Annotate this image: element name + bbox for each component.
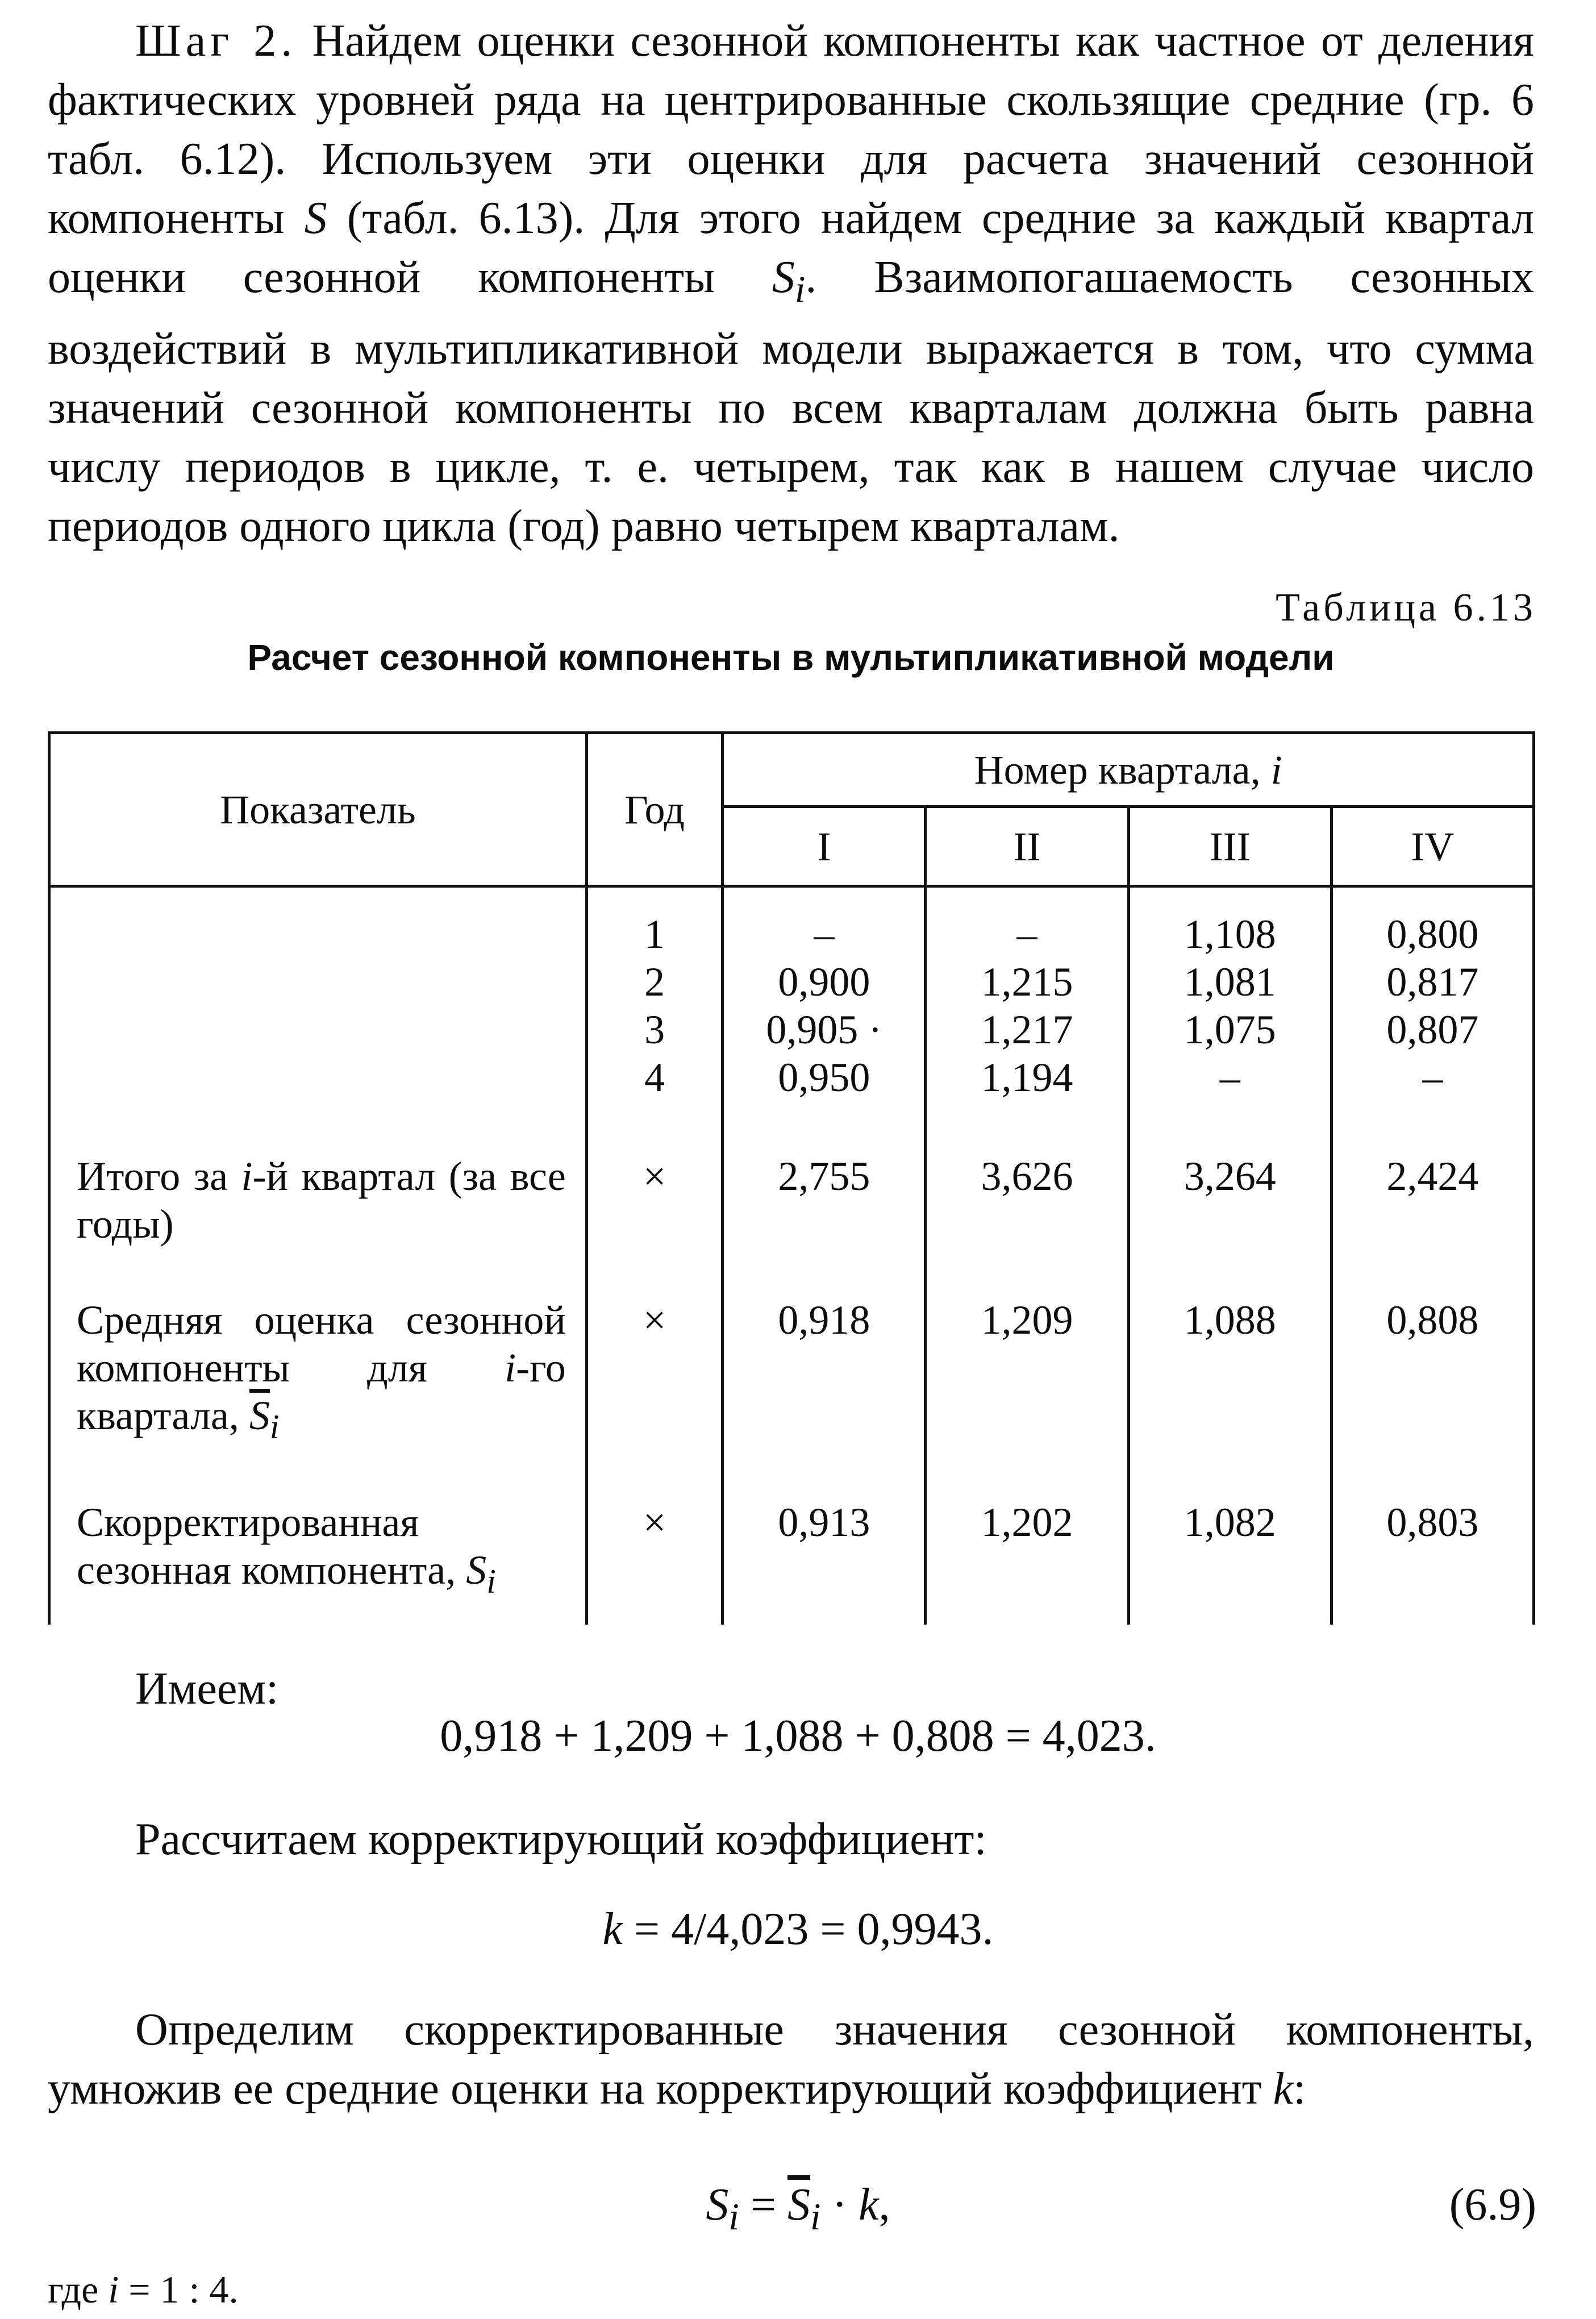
adjusted-label: [49, 1450, 587, 1624]
text-part: Найдем оценки сезонной компоненты как частное от деления фактических уровней ряда на центрированные скользящие средние (гр. 6 табл. 6.12). Используем эти оценки для расчета значений сезонной компоненты: [48, 16, 1534, 243]
header-indicator: Показатель: [49, 733, 587, 886]
where-line: [48, 2267, 238, 2312]
header-q2: II: [926, 807, 1128, 886]
average-q1: 0,918: [723, 1248, 926, 1450]
total-q4: 2,424: [1331, 1101, 1534, 1248]
q3-value: 1,108: [1184, 911, 1276, 957]
formula-bar: $\overline{S}$: [787, 2180, 810, 2230]
formula-k: k: [859, 2180, 879, 2230]
table-number: Таблица 6.13: [1276, 586, 1536, 630]
k-equation: [0, 1904, 1596, 1955]
label-symbol: S: [466, 1547, 487, 1593]
q1-value: 0,905 ·: [766, 1007, 882, 1052]
where-rest: = 1 : 4.: [119, 2268, 239, 2311]
symbol-si: S: [772, 252, 795, 302]
k-rest: = 4/4,023 = 0,9943.: [623, 1904, 994, 1954]
q2-value: 1,194: [981, 1055, 1073, 1100]
empty-label-cell: [49, 886, 587, 1102]
yearly-values-row: [49, 886, 1534, 1102]
formula-bar-sub: i: [810, 2196, 821, 2238]
where-var: i: [108, 2268, 119, 2311]
q1-value: 0,900: [778, 959, 870, 1005]
define-var: k: [1273, 2064, 1294, 2114]
header-q3: III: [1128, 807, 1331, 886]
total-row: [49, 1101, 1534, 1248]
label-subscript: i: [486, 1562, 496, 1600]
label-text: -го квартала,: [77, 1345, 566, 1438]
q2-value: 1,215: [981, 959, 1073, 1005]
total-q1: 2,755: [723, 1101, 926, 1248]
q1-value: 0,950: [778, 1055, 870, 1100]
q4-values: [1331, 886, 1534, 1102]
label-text: -й квартал (за все годы): [77, 1154, 566, 1247]
adjusted-row: [49, 1450, 1534, 1624]
total-year: ×: [586, 1101, 722, 1248]
label-text: Скорректированная сезонная компонента,: [77, 1500, 466, 1593]
average-row: [49, 1248, 1534, 1450]
define-paragraph: [48, 2000, 1534, 2118]
q4-value: 0,807: [1386, 1007, 1479, 1052]
q2-values: [926, 886, 1128, 1102]
year-value: 1: [644, 911, 665, 957]
q3-values: [1128, 886, 1331, 1102]
q1-value: –: [814, 911, 835, 957]
adjusted-q1: 0,913: [723, 1450, 926, 1624]
define-text: Определим скорректированные значения сезонной компоненты, умножив ее средние оценки на корректирующий коэффициент: [48, 2005, 1534, 2114]
header-year: Год: [586, 733, 722, 886]
label-symbol: $\overline{S}$: [249, 1393, 270, 1438]
average-q4: 0,808: [1331, 1248, 1534, 1450]
formula-dot: ·: [820, 2180, 859, 2230]
average-year: ×: [586, 1248, 722, 1450]
k-var: k: [602, 1904, 623, 1954]
header-q4: IV: [1331, 807, 1534, 886]
formula-lhs: S: [706, 2180, 729, 2230]
label-var: i: [241, 1154, 253, 1199]
year-value: 4: [644, 1055, 665, 1100]
label-text: Средняя оценка сезонной компоненты для: [77, 1297, 566, 1390]
header-quarter-group: [723, 733, 1534, 807]
label-text: Итого за: [77, 1154, 241, 1199]
adjusted-year: ×: [586, 1450, 722, 1624]
step-paragraph: [48, 11, 1534, 556]
q4-value: 0,800: [1386, 911, 1479, 957]
adjusted-q3: 1,082: [1128, 1450, 1331, 1624]
formula-6-9: [0, 2179, 1596, 2239]
year-cell: [586, 886, 722, 1102]
q2-value: –: [1016, 911, 1037, 957]
q3-value: 1,081: [1184, 959, 1276, 1005]
q3-value: 1,075: [1184, 1007, 1276, 1052]
symbol-s: S: [304, 193, 327, 243]
seasonal-table: [48, 731, 1535, 1625]
formula-eq: =: [739, 2180, 787, 2230]
q2-value: 1,217: [981, 1007, 1073, 1052]
text-part: (табл. 6.13). Для этого найдем средние за каждый квартал оценки сезонной компоненты: [48, 193, 1534, 302]
adjusted-q4: 0,803: [1331, 1450, 1534, 1624]
formula-end: ,: [878, 2180, 890, 2230]
year-value: 3: [644, 1007, 665, 1052]
formula-number: (6.9): [1449, 2180, 1536, 2230]
average-label: [49, 1248, 587, 1450]
q3-value: –: [1219, 1055, 1240, 1100]
q4-value: 0,817: [1386, 959, 1479, 1005]
q1-values: [723, 886, 926, 1102]
where-text: где: [48, 2268, 109, 2311]
formula-lhs-sub: i: [728, 2196, 739, 2238]
table-caption: Расчет сезонной компоненты в мультипликативной модели: [247, 637, 1335, 678]
label-subscript: i: [269, 1408, 280, 1446]
average-q3: 1,088: [1128, 1248, 1331, 1450]
coefficient-intro: Рассчитаем корректирующий коэффициент:: [135, 1814, 987, 1864]
adjusted-q2: 1,202: [926, 1450, 1128, 1624]
sum-equation: 0,918 + 1,209 + 1,088 + 0,808 = 4,023.: [440, 1711, 1156, 1761]
have-label: Имеем:: [135, 1664, 279, 1714]
total-label: [49, 1101, 587, 1248]
header-q1: I: [723, 807, 926, 886]
total-q2: 3,626: [926, 1101, 1128, 1248]
q4-value: –: [1422, 1055, 1443, 1100]
define-end: :: [1293, 2064, 1306, 2114]
label-var: i: [505, 1345, 516, 1390]
year-value: 2: [644, 959, 665, 1005]
total-q3: 3,264: [1128, 1101, 1331, 1248]
step-label: Шаг 2.: [135, 16, 297, 66]
text-part: . Взаимопогашаемость сезонных воздействий в мультипликативной модели выражается в том, что сумма значений сезонной компоненты по всем кварталам должна быть равна числу периодов в цикле, т. е. четырем, так как в нашем случае число периодов одного цикла (год) равно четырем кварталам.: [48, 252, 1534, 551]
header-quarter-var: i: [1270, 747, 1282, 793]
subscript-i: i: [794, 269, 806, 310]
header-quarter-text: Номер квартала,: [974, 747, 1271, 793]
average-q2: 1,209: [926, 1248, 1128, 1450]
